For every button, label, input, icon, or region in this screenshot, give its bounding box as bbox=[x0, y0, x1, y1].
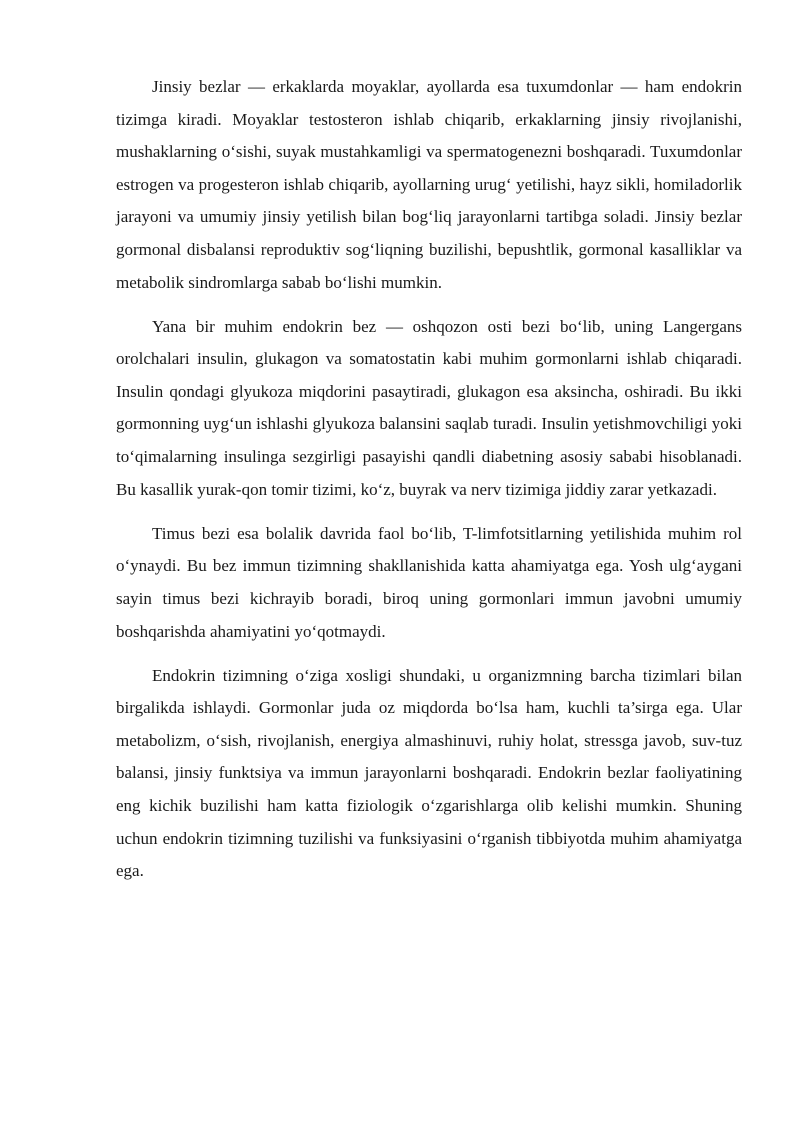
paragraph-endocrine-system: Endokrin tizimning o‘ziga xosligi shundaki, u organizmning barcha tizimlari bilan birgalikda ishlaydi. Gormonlar juda oz miqdorda bo‘lsa ham, kuchli ta’sirga ega. Ular metabolizm, o‘sish, rivojlanish, energiya almashinuvi, ruhiy holat, stressga javob, suv-tuz balansi, jinsiy funktsiya va immun jarayonlarni boshqaradi. Endokrin bezlar faoliyatining eng kichik buzilishi ham katta fiziologik o‘zgarishlarga olib kelishi mumkin. Shuning uchun endokrin tizimning tuzilishi va funksiyasini o‘rganish tibbiyotda muhim ahamiyatga ega. bbox=[116, 665, 742, 881]
paragraph-gonads: Jinsiy bezlar — erkaklarda moyaklar, ayollarda esa tuxumdonlar — ham endokrin tizimga kiradi. Moyaklar testosteron ishlab chiqarib, erkaklarning jinsiy rivojlanishi, mushaklarning o‘sishi, suyak mustahkamligi va spermatogenezni boshqaradi. Tuxumdonlar estrogen va progesteron ishlab chiqarib, ayollarning urug‘ yetilishi, hayz sikli, homiladorlik jarayoni va umumiy jinsiy yetilish bilan bog‘liq jarayonlarni tartibga soladi. Jinsiy bezlar gormonal disbalansi reproduktiv sog‘liqning buzilishi, bepushtlik, gormonal kasalliklar va metabolik sindromlarga sabab bo‘lishi mumkin. bbox=[116, 77, 742, 292]
paragraph-thymus: Timus bezi esa bolalik davrida faol bo‘lib, T-limfotsitlarning yetilishida muhim rol o‘ynaydi. Bu bez immun tizimning shakllanishida katta ahamiyatga ega. Yosh ulg‘aygani sayin timus bezi kichrayib boradi, biroq uning gormonlari immun javobni umumiy boshqarishda ahamiyatini yo‘qotmaydi. bbox=[116, 523, 742, 641]
document-body bbox=[116, 71, 742, 899]
paragraph-pancreas: Yana bir muhim endokrin bez — oshqozon osti bezi bo‘lib, uning Langergans orolchalari insulin, glukagon va somatostatin kabi muhim gormonlarni ishlab chiqaradi. Insulin qondagi glyukoza miqdorini pasaytiradi, glukagon esa aksincha, oshiradi. Bu ikki gormonning uyg‘un ishlashi glyukoza balansini saqlab turadi. Insulin yetishmovchiligi yoki to‘qimalarning insulinga sezgirligi pasayishi qandli diabetning asosiy sababi hisoblanadi. Bu kasallik yurak-qon tomir tizimi, ko‘z, buyrak va nerv tizimiga jiddiy zarar yetkazadi. bbox=[116, 316, 742, 499]
